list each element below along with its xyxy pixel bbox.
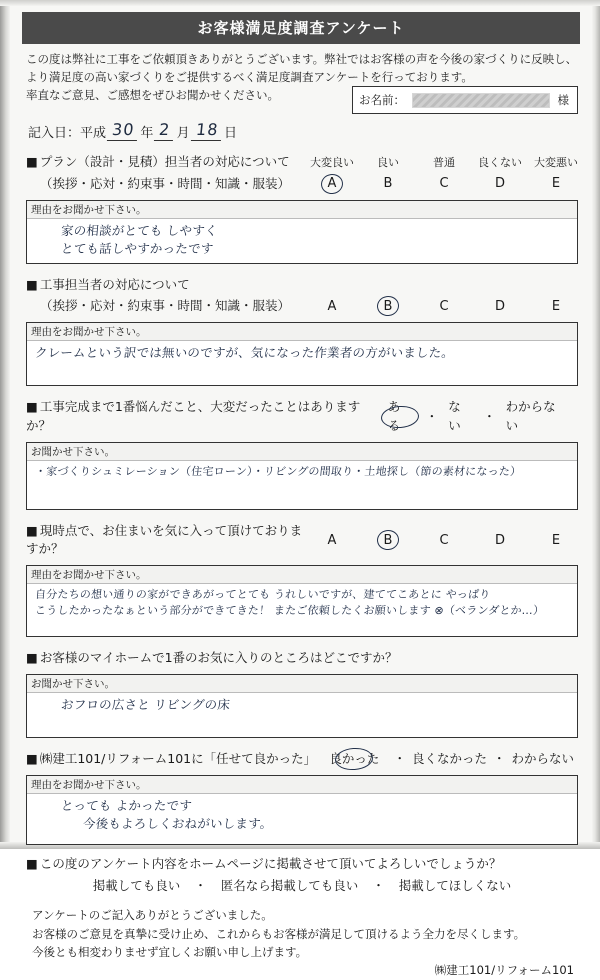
- q2-text: 工事担当者の対応について: [39, 276, 190, 292]
- q3-option-wakaranai[interactable]: わからない: [505, 399, 556, 433]
- survey-sheet: [10, 6, 592, 978]
- q7-option-anonymous[interactable]: 匿名なら掲載しても良い: [220, 878, 359, 894]
- q2-sub: （挨拶・応対・約束事・時間・知識・服装）: [40, 298, 291, 314]
- q5-reason-label: お聞かせ下さい。: [27, 675, 577, 693]
- q4-choice-row[interactable]: [310, 531, 578, 551]
- q6-sep-2: ・: [492, 750, 506, 766]
- q7-option-none[interactable]: 掲載してほしくない: [398, 878, 512, 894]
- customer-name-field[interactable]: [352, 86, 578, 114]
- intro-line-1: この度は弊社に工事をご依頼頂きありがとうございます。弊社ではお客様の声を今後の家づくりに反映し、: [26, 52, 578, 66]
- q3-sep-2: ・: [483, 408, 496, 424]
- q2-choice-b[interactable]: B: [366, 297, 410, 317]
- q6-text: ㈱建工101/リフォーム101に「任せて良かった」: [39, 750, 317, 766]
- q3-choice-row[interactable]: [385, 398, 568, 436]
- entry-date-day-unit: 日: [223, 126, 237, 142]
- q4-marker: ■: [26, 522, 38, 538]
- q6-reason-box[interactable]: [26, 775, 578, 845]
- customer-name-label: お名前：: [359, 93, 405, 107]
- q6-option-yokatta[interactable]: 良かった: [321, 750, 387, 769]
- q4-text: 現時点で、お住まいを気に入って頂けておりますか？: [26, 522, 303, 557]
- q4-reason-body[interactable]: [27, 584, 577, 636]
- footer-signature: ㈱建工101/リフォーム101: [434, 963, 574, 978]
- scale-label-3: 良くない: [478, 155, 522, 169]
- q4-choice-e[interactable]: E: [551, 532, 561, 548]
- q5-text: お客様のマイホームで1番のお気に入りのところはどこですか？: [39, 650, 398, 666]
- q4-choice-d[interactable]: D: [494, 532, 505, 548]
- q2-reason-body[interactable]: [27, 341, 577, 385]
- q1-text: プラン（設計・見積）担当者の対応について: [39, 154, 290, 170]
- entry-date-month-unit: 月: [176, 126, 190, 142]
- redaction-block: [412, 93, 550, 108]
- q4-reason-label: 理由をお聞かせ下さい。: [27, 566, 577, 584]
- entry-date-label: 記入日：平成: [28, 126, 107, 142]
- question-4: [26, 522, 578, 560]
- question-7: [26, 855, 578, 874]
- question-2-answers: [26, 297, 578, 317]
- q1-choice-b[interactable]: B: [383, 176, 393, 192]
- q1-choice-row[interactable]: [310, 174, 578, 194]
- scan-edge-right: [592, 0, 600, 849]
- question-5: [26, 649, 578, 668]
- q2-reason-box[interactable]: [26, 322, 578, 386]
- q3-reason-box[interactable]: [26, 442, 578, 510]
- q7-sep-1: ・: [194, 878, 207, 894]
- question-1: [26, 153, 578, 172]
- intro-line-3: 率直なご意見、ご感想をぜひお聞かせください。: [26, 87, 279, 102]
- entry-date-year[interactable]: 30: [107, 120, 140, 141]
- q6-option-yokunakatta[interactable]: 良くなかった: [411, 750, 487, 766]
- q5-marker: ■: [26, 650, 38, 666]
- q1-reason-label: 理由をお聞かせ下さい。: [27, 201, 577, 219]
- scale-header: [310, 155, 578, 172]
- question-3: [26, 398, 578, 436]
- q6-choice-row[interactable]: [321, 750, 574, 769]
- q2-reason-label: 理由をお聞かせ下さい。: [27, 323, 577, 341]
- q3-reason-body[interactable]: [27, 461, 577, 509]
- q6-option-wakaranai[interactable]: わからない: [511, 750, 574, 766]
- q7-sep-2: ・: [372, 878, 385, 894]
- q6-reason-line-1: とっても よかったです: [60, 797, 193, 813]
- intro-line-2: より満足度の高い家づくりをご提供するべく満足度調査アンケートを行っております。: [26, 69, 473, 84]
- q5-reason-box[interactable]: [26, 674, 578, 738]
- q3-reason-label: お聞かせ下さい。: [27, 443, 577, 461]
- question-2: [26, 276, 578, 295]
- scale-label-1: 良い: [377, 155, 399, 169]
- q1-reason-box[interactable]: [26, 200, 578, 264]
- question-1-answers: [26, 174, 578, 194]
- footer-line-1: アンケートのご記入ありがとうございました。: [32, 908, 273, 923]
- entry-date-month[interactable]: 2: [154, 120, 175, 141]
- q3-option-nai[interactable]: ない: [448, 399, 461, 433]
- q6-reason-line-2: 今後もよろしくおねがいします。: [82, 815, 274, 831]
- q2-reason-line-1: クレームという訳では無いのですが、気になった作業者の方がいました。: [34, 345, 455, 361]
- q2-choice-row[interactable]: [310, 297, 578, 317]
- q6-sep-1: ・: [393, 750, 406, 766]
- q7-option-public[interactable]: 掲載しても良い: [92, 878, 181, 894]
- q2-choice-c[interactable]: C: [439, 298, 449, 314]
- q1-choice-e[interactable]: E: [551, 176, 561, 192]
- q1-choice-d[interactable]: D: [494, 176, 505, 192]
- scan-edge-left: [0, 0, 10, 849]
- q1-sub: （挨拶・応対・約束事・時間・知識・服装）: [40, 175, 291, 191]
- q7-choice-row[interactable]: [26, 877, 578, 896]
- q1-reason-line-2: とても話しやすかったです: [60, 240, 215, 256]
- q5-reason-line-1: おフロの広さと リビングの床: [60, 696, 231, 712]
- q1-choice-a[interactable]: A: [310, 174, 354, 194]
- q2-marker: ■: [26, 276, 38, 292]
- q1-reason-body[interactable]: [27, 219, 577, 263]
- entry-date-day[interactable]: 18: [190, 120, 223, 141]
- customer-name-suffix: 様: [557, 93, 569, 107]
- q4-reason-line-1: 自分たちの想い通りの家ができあがってとても うれしいですが、建ててこあとに やっぱり: [34, 588, 492, 602]
- q2-choice-a[interactable]: A: [327, 298, 337, 314]
- q2-choice-e[interactable]: E: [551, 298, 561, 314]
- q7-marker: ■: [26, 855, 38, 871]
- entry-date-line: [28, 120, 592, 141]
- q6-reason-label: 理由をお聞かせ下さい。: [27, 776, 577, 794]
- scale-label-0: 大変良い: [310, 155, 354, 169]
- footer-line-2: お客様のご意見を真摯に受け止め、これからもお客様が満足して頂けるよう全力を尽くします。: [32, 926, 526, 941]
- q1-marker: ■: [26, 154, 38, 170]
- q4-choice-a[interactable]: A: [327, 532, 337, 548]
- q4-reason-box[interactable]: [26, 565, 578, 637]
- q3-option-aru[interactable]: ある: [385, 398, 416, 436]
- entry-date-year-unit: 年: [140, 126, 154, 142]
- question-6: [26, 750, 578, 769]
- footer-text: [32, 906, 578, 980]
- q7-text: この度のアンケート内容をホームページに掲載させて頂いてよろしいでしょうか？: [39, 855, 502, 871]
- footer-line-3: 今後とも相変わりませず宜しくお願い申し上げます。: [32, 944, 308, 959]
- q2-choice-d[interactable]: D: [494, 298, 505, 314]
- q3-marker: ■: [26, 399, 38, 415]
- q3-text: 工事完成まで1番悩んだこと、大変だったことはありますか？: [26, 399, 361, 433]
- q5-reason-body[interactable]: [27, 693, 577, 737]
- page-title: お客様満足度調査アンケート: [22, 12, 580, 44]
- q3-sep-1: ・: [425, 408, 439, 424]
- scale-label-2: 普通: [433, 155, 455, 169]
- q1-choice-c[interactable]: C: [439, 176, 449, 192]
- q1-reason-line-1: 家の相談がとても しやすく: [60, 222, 219, 238]
- q6-reason-body[interactable]: [27, 794, 577, 844]
- q3-reason-line-1: ・家づくりシュミレーション（住宅ローン）・リビングの間取り・土地探し（節の素材になった）: [34, 464, 522, 478]
- q6-marker: ■: [26, 750, 38, 766]
- q4-choice-c[interactable]: C: [439, 532, 449, 548]
- q4-reason-line-2: こうしたかったなぁという部分ができてきた！ またご依頼したくお願いします ⊗（ベランダとか…）: [34, 604, 545, 618]
- q4-choice-b[interactable]: B: [366, 531, 410, 551]
- scale-label-4: 大変悪い: [534, 155, 578, 169]
